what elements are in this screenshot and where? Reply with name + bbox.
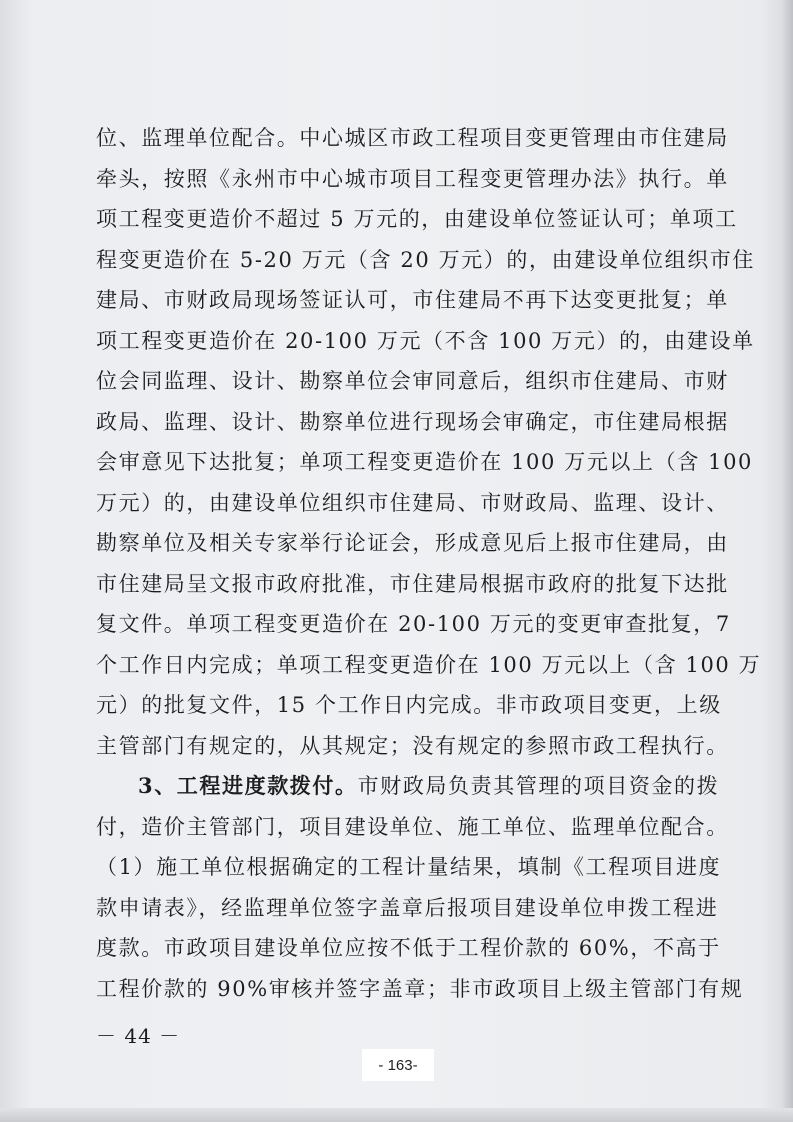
text-line: 程变更造价在 5-20 万元（含 20 万元）的，由建设单位组织市住 xyxy=(96,247,755,272)
text-line: （1）施工单位根据确定的工程计量结果，填制《工程项目进度 xyxy=(96,855,722,879)
text-line: 勘察单位及相关专家举行论证会，形成意见后上报市住建局，由 xyxy=(96,531,729,555)
text-line: 会审意见下达批复；单项工程变更造价在 100 万元以上（含 100 xyxy=(96,450,753,474)
page-bottom-shadow xyxy=(0,1108,793,1122)
text-line: 位会同监理、设计、勘察单位会审同意后，组织市住建局、市财 xyxy=(96,369,729,393)
section-3-first-line xyxy=(96,766,720,807)
text-line: 度款。市政项目建设单位应按不低于工程价款的 60%，不高于 xyxy=(96,936,721,960)
text-line: 主管部门有规定的，从其规定；没有规定的参照市政工程执行。 xyxy=(96,733,729,758)
page-number: － 44 － xyxy=(96,1024,181,1048)
stamp-number-box: - 163- xyxy=(362,1049,434,1081)
text-line: 款申请表》，经监理单位签字盖章后报项目建设单位申拨工程进 xyxy=(96,895,719,920)
text-line: 复文件。单项工程变更造价在 20-100 万元的变更审查批复，7 xyxy=(96,612,731,636)
page-edge-shadow xyxy=(783,0,793,1122)
text-line: 个工作日内完成；单项工程变更造价在 100 万元以上（含 100 万 xyxy=(96,652,762,677)
text-line: 万元）的，由建设单位组织市住建局、市财政局、监理、设计、 xyxy=(96,490,729,515)
section-3-first-text: 市财政局负责其管理的项目资金的拨 xyxy=(357,774,720,798)
text-line: 位、监理单位配合。中心城区市政工程项目变更管理由市住建局 xyxy=(96,126,729,150)
text-line: 牵头，按照《永州市中心城市项目工程变更管理办法》执行。单 xyxy=(96,166,729,191)
body-text xyxy=(96,118,762,1009)
text-line: 市住建局呈文报市政府批准，市住建局根据市政府的批复下达批 xyxy=(96,571,729,596)
text-line: 项工程变更造价不超过 5 万元的，由建设单位签证认可；单项工 xyxy=(96,207,738,231)
text-line: 付，造价主管部门，项目建设单位、施工单位、监理单位配合。 xyxy=(96,814,729,839)
text-line: 工程价款的 90%审核并签字盖章；非市政项目上级主管部门有规 xyxy=(96,976,744,1001)
section-3-heading: 3、工程进度款拨付。 xyxy=(138,773,358,798)
text-line: 元）的批复文件，15 个工作日内完成。非市政项目变更，上级 xyxy=(96,693,722,717)
text-line: 建局、市财政局现场签证认可，市住建局不再下达变更批复；单 xyxy=(96,288,729,312)
text-line: 项工程变更造价在 20-100 万元（不含 100 万元）的，由建设单 xyxy=(96,328,755,353)
text-line: 政局、监理、设计、勘察单位进行现场会审确定，市住建局根据 xyxy=(96,409,729,434)
